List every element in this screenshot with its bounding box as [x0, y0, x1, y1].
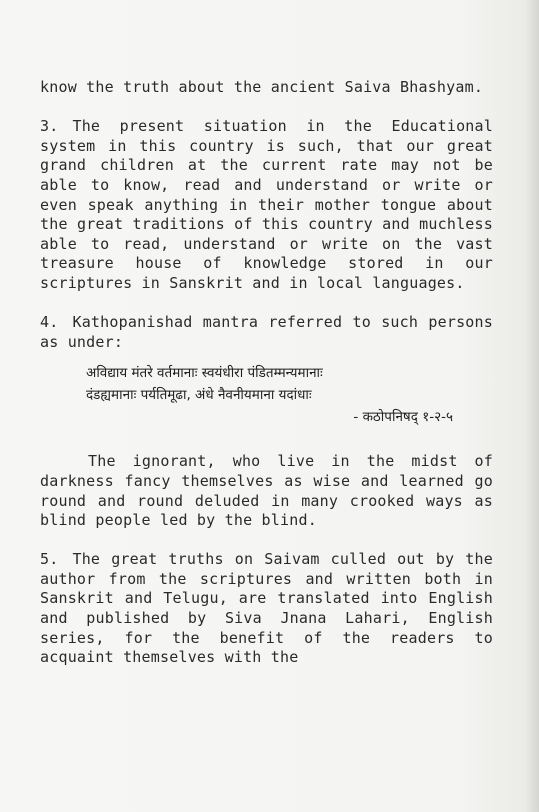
paragraph-5 [40, 550, 493, 668]
paragraph-5-text: The great truths on Saivam culled out by the author from the scriptures and written both in Sanskrit and Telugu, are translated into English and published by Siva Jnana Lahari, English series, for the benefit of the readers to acquaint themselves with the [40, 550, 493, 667]
paragraph-4-text: Kathopanishad mantra referred to such persons as under: [40, 313, 493, 351]
paragraph-4-number: 4. [40, 313, 59, 332]
paragraph-5-number: 5. [40, 550, 59, 569]
page-edge-shadow [525, 0, 539, 812]
paragraph-3-number: 3. [40, 117, 59, 136]
mantra-line-1: अविद्याय मंतरे वर्तमानाः स्वयंधीरा पंडितम्मन्यमानाः [86, 365, 323, 382]
intro-paragraph: know the truth about the ancient Saiva Bhashyam. [40, 78, 484, 96]
paragraph-3 [40, 117, 493, 293]
paragraph-3-text: The present situation in the Educational system in this country is such, that our great grand children at the current rate may not be able to know, read and understand or write or even speak anything in their mother tongue about the great traditions of this country and muchless able to read, understand or write on the vast treasure house of knowledge stored in our scriptures in Sanskrit and in local languages. [40, 117, 493, 292]
page-content [40, 78, 493, 668]
translation-paragraph: The ignorant, who live in the midst of darkness fancy themselves as wise and learned go round and round deluded in many crooked ways as blind people led by the blind. [40, 452, 493, 530]
paragraph-4 [40, 313, 493, 352]
mantra-line-2: दंडह्यमानाः पर्यतिमूढा, अंधे नैवनीयमाना यदांधाः [86, 387, 312, 404]
mantra-source: - कठोपनिषद् १-२-५ [353, 409, 453, 426]
